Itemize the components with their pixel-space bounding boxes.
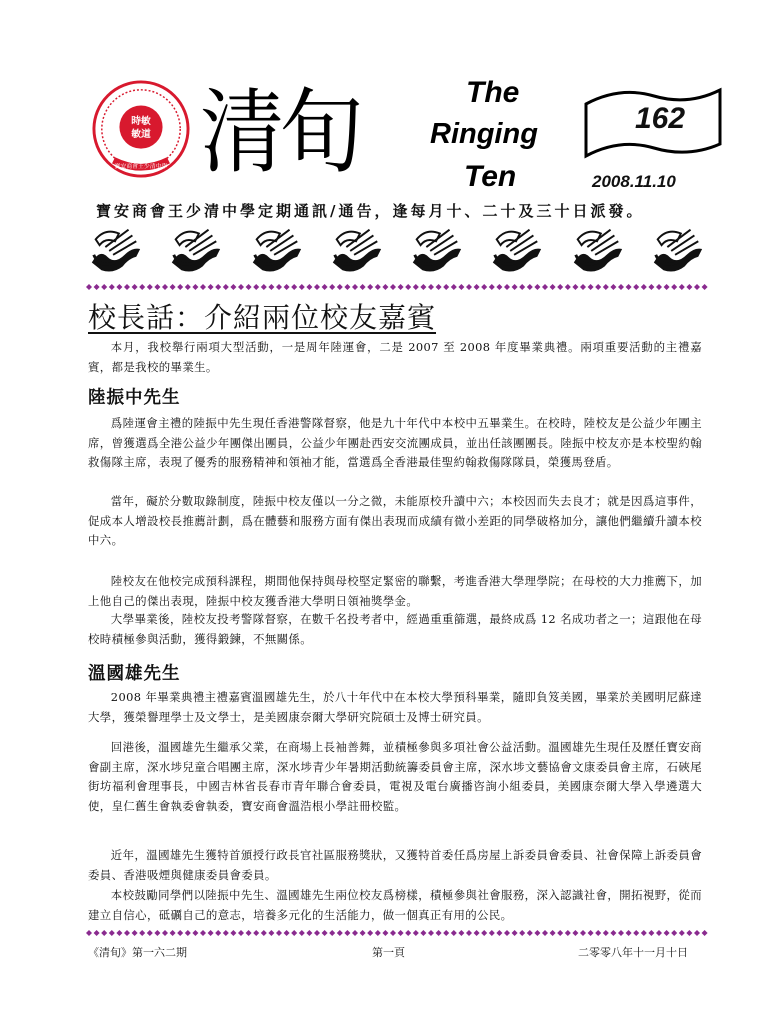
divider-dot	[101, 930, 107, 936]
bird-icon	[327, 220, 385, 278]
divider-dot	[504, 284, 510, 290]
divider-dot	[572, 930, 578, 936]
divider-dot	[344, 930, 350, 936]
wan-paragraph-4: 本校鼓勵同學們以陸振中先生、溫國雄先生兩位校友爲榜樣，積極參與社會服務，深入認識社會，開拓視野，從而建立自信心，砥礪自己的意志，培養多元化的生活能力，做一個真正有用的公民。	[88, 888, 702, 922]
divider-dot	[139, 930, 145, 936]
divider-dot	[648, 930, 654, 936]
divider-dot	[565, 930, 571, 936]
divider-dot	[633, 930, 639, 936]
divider-dot	[314, 930, 320, 936]
intro-paragraph: 本月，我校舉行兩項大型活動，一是周年陸運會，二是 2007 至 2008 年度畢業典禮。兩項重要活動的主禮嘉賓，都是我校的畢業生。	[88, 340, 702, 374]
divider-dot	[94, 284, 100, 290]
divider-dot	[192, 284, 198, 290]
divider-dot	[132, 284, 138, 290]
divider-dot	[200, 930, 206, 936]
divider-dot	[360, 930, 366, 936]
divider-dot	[489, 930, 495, 936]
masthead-en-the: The	[466, 76, 520, 109]
divider-dot	[405, 930, 411, 936]
divider-dot	[246, 284, 252, 290]
divider-dot	[603, 930, 609, 936]
school-logo	[92, 80, 190, 178]
divider-dot	[436, 284, 442, 290]
divider-dot	[185, 930, 191, 936]
divider-dot	[390, 930, 396, 936]
luk-paragraph-1: 爲陸運會主禮的陸振中先生現任香港警隊督察，他是九十年代中本校中五畢業生。在校時，陸校友是公益少年團主席，曾獲選爲全港公益少年團傑出團員，公益少年團赴西安交流團成員，並出任該團團長。陸振中校友亦是本校聖約翰救傷隊主席，表現了優秀的服務精神和領袖才能，當選爲全香港最佳聖約翰救傷隊隊員，榮獲馬登盾。	[88, 416, 702, 469]
divider-dot	[466, 930, 472, 936]
divider-dot	[405, 284, 411, 290]
divider-dot	[648, 284, 654, 290]
divider-dot	[481, 284, 487, 290]
divider-dot	[443, 284, 449, 290]
divider-dot	[618, 930, 624, 936]
divider-dot	[306, 284, 312, 290]
divider-dot	[398, 284, 404, 290]
divider-dot	[139, 284, 145, 290]
wan-paragraph-1: 2008 年畢業典禮主禮嘉賓溫國雄先生，於八十年代中在本校大學預科畢業，隨即負笈美國，畢業於美國明尼蘇達大學，獲榮譽理學士及文學士，是美國康奈爾大學研究院碩士及博士研究員。	[88, 690, 702, 724]
divider-dot	[238, 930, 244, 936]
divider-dot	[344, 284, 350, 290]
divider-dot	[291, 930, 297, 936]
divider-dot	[230, 930, 236, 936]
divider-dot	[664, 930, 670, 936]
bird-icon	[86, 220, 144, 278]
divider-dot	[413, 284, 419, 290]
divider-dot	[299, 284, 305, 290]
divider-dot	[367, 284, 373, 290]
divider-dot	[618, 284, 624, 290]
masthead-en-ten: Ten	[464, 160, 517, 193]
divider-dot	[641, 930, 647, 936]
divider-dot	[664, 284, 670, 290]
divider-dot	[398, 930, 404, 936]
divider-dot	[208, 930, 214, 936]
divider-dot	[610, 284, 616, 290]
divider-dot	[610, 930, 616, 936]
divider-dot	[268, 284, 274, 290]
divider-dot	[603, 284, 609, 290]
divider-dot	[504, 930, 510, 936]
divider-dot	[284, 930, 290, 936]
divider-dot	[154, 930, 160, 936]
divider-dot	[132, 930, 138, 936]
divider-dot	[671, 284, 677, 290]
bird-icon	[487, 220, 545, 278]
divider-dot	[489, 284, 495, 290]
divider-dot	[413, 930, 419, 936]
divider-dot	[534, 930, 540, 936]
divider-dot	[656, 284, 662, 290]
divider-dot	[375, 284, 381, 290]
divider-dot	[162, 930, 168, 936]
divider-dot	[192, 930, 198, 936]
divider-dot	[124, 930, 130, 936]
divider-dot	[474, 930, 480, 936]
divider-dot	[261, 930, 267, 936]
divider-dot	[124, 284, 130, 290]
divider-dot	[527, 930, 533, 936]
divider-dot	[177, 284, 183, 290]
divider-dot	[512, 930, 518, 936]
divider-dot	[116, 284, 122, 290]
divider-dot	[626, 284, 632, 290]
bird-icon	[648, 220, 706, 278]
wan-paragraph-3: 近年，溫國雄先生獲特首頒授行政長官社區服務獎狀，又獲特首委任爲房屋上訴委員會委員、社會保障上訴委員會委員、香港吸煙與健康委員會委員。	[88, 848, 702, 882]
masthead-en-ringing: Ringing	[430, 118, 538, 150]
divider-dot	[382, 930, 388, 936]
newsletter-subtitle: 寶安商會王少清中學定期通訊/通告，逢每月十、二十及三十日派發。	[96, 202, 645, 220]
divider-dot	[550, 284, 556, 290]
footer-issue: 《清旬》第一六二期	[88, 946, 187, 959]
divider-dot	[162, 284, 168, 290]
divider-dot	[565, 284, 571, 290]
divider-dot	[466, 284, 472, 290]
bird-icon	[166, 220, 224, 278]
divider-dot	[291, 284, 297, 290]
divider-dot	[679, 284, 685, 290]
divider-dot	[694, 284, 700, 290]
luk-paragraph-3: 陸校友在他校完成預科課程，期間他保持與母校堅定緊密的聯繫，考進香港大學理學院；在母校的大力推薦下，加上他自己的傑出表現，陸振中校友獲香港大學明日領袖獎學金。	[88, 574, 702, 608]
divider-dot	[109, 284, 115, 290]
divider-dot	[580, 284, 586, 290]
decorative-bird-row	[86, 220, 706, 280]
divider-dot	[223, 930, 229, 936]
divider-dot	[428, 930, 434, 936]
divider-dot	[246, 930, 252, 936]
divider-dot	[337, 284, 343, 290]
divider-dot	[436, 930, 442, 936]
divider-dot	[550, 930, 556, 936]
divider-dot	[306, 930, 312, 936]
divider-dot	[170, 930, 176, 936]
divider-dot	[382, 284, 388, 290]
divider-dot	[519, 284, 525, 290]
divider-dot	[451, 930, 457, 936]
dotted-divider-top	[86, 284, 708, 290]
divider-dot	[185, 284, 191, 290]
divider-dot	[238, 284, 244, 290]
divider-dot	[572, 284, 578, 290]
divider-dot	[451, 284, 457, 290]
divider-dot	[154, 284, 160, 290]
divider-dot	[580, 930, 586, 936]
divider-dot	[534, 284, 540, 290]
divider-dot	[512, 284, 518, 290]
divider-dot	[208, 284, 214, 290]
divider-dot	[322, 284, 328, 290]
divider-dot	[223, 284, 229, 290]
divider-dot	[443, 930, 449, 936]
footer-page: 第一頁	[372, 946, 405, 959]
divider-dot	[679, 930, 685, 936]
divider-dot	[147, 284, 153, 290]
divider-dot	[375, 930, 381, 936]
divider-dot	[474, 284, 480, 290]
divider-dot	[633, 284, 639, 290]
footer-date: 二零零八年十一月十日	[578, 946, 688, 959]
divider-dot	[702, 284, 708, 290]
divider-dot	[458, 284, 464, 290]
divider-dot	[299, 930, 305, 936]
luk-paragraph-4: 大學畢業後，陸校友投考警隊督察，在數千名投考者中，經過重重篩選，最終成爲 12 名成功者之一；這跟他在母校時積極參與活動，獲得鍛鍊，不無關係。	[88, 612, 702, 646]
divider-dot	[314, 284, 320, 290]
divider-dot	[352, 930, 358, 936]
divider-dot	[170, 284, 176, 290]
divider-dot	[557, 284, 563, 290]
divider-dot	[595, 284, 601, 290]
divider-dot	[360, 284, 366, 290]
divider-dot	[276, 930, 282, 936]
wan-paragraph-2: 回港後，溫國雄先生繼承父業，在商場上長袖善舞，並積極參與多項社會公益活動。溫國雄先生現任及歷任寶安商會副主席，深水埗兒童合唱團主席，深水埗青少年暑期活動統籌委員會主席，深水埗文藝協會文康委員會主席，石硤尾街坊福利會理事長，中國吉林省長春市青年聯合會委員，電視及電台廣播咨詢小組委員，美國康奈爾大學入學遴選大使，皇仁舊生會執委會執委，寶安商會溫浩根小學註冊校監。	[88, 740, 702, 813]
divider-dot	[268, 930, 274, 936]
divider-dot	[420, 284, 426, 290]
divider-dot	[94, 930, 100, 936]
divider-dot	[276, 284, 282, 290]
divider-dot	[215, 930, 221, 936]
divider-dot	[557, 930, 563, 936]
divider-dot	[458, 930, 464, 936]
divider-dot	[253, 284, 259, 290]
svg-text:時敏: 時敏	[131, 116, 151, 128]
divider-dot	[147, 930, 153, 936]
divider-dot	[116, 930, 122, 936]
divider-dot	[496, 284, 502, 290]
masthead-title-chinese: 清旬	[200, 79, 359, 186]
divider-dot	[329, 284, 335, 290]
divider-dot	[367, 930, 373, 936]
issue-date: 2008.11.10	[592, 172, 676, 191]
divider-dot	[253, 930, 259, 936]
divider-dot	[588, 284, 594, 290]
divider-dot	[656, 930, 662, 936]
issue-number: 162	[634, 102, 686, 135]
divider-dot	[641, 284, 647, 290]
divider-dot	[694, 930, 700, 936]
divider-dot	[101, 284, 107, 290]
bird-icon	[568, 220, 626, 278]
divider-dot	[109, 930, 115, 936]
divider-dot	[702, 930, 708, 936]
divider-dot	[230, 284, 236, 290]
divider-dot	[527, 284, 533, 290]
divider-dot	[519, 930, 525, 936]
article-title: 校長話：介紹兩位校友嘉賓	[88, 301, 437, 334]
svg-text:敏道: 敏道	[131, 128, 151, 140]
divider-dot	[86, 284, 92, 290]
dotted-divider-bottom	[86, 930, 708, 936]
divider-dot	[261, 284, 267, 290]
divider-dot	[177, 930, 183, 936]
divider-dot	[686, 930, 692, 936]
divider-dot	[588, 930, 594, 936]
section-heading-luk: 陸振中先生	[88, 388, 181, 408]
bird-icon	[407, 220, 465, 278]
divider-dot	[626, 930, 632, 936]
divider-dot	[428, 284, 434, 290]
divider-dot	[215, 284, 221, 290]
divider-dot	[542, 284, 548, 290]
divider-dot	[352, 284, 358, 290]
divider-dot	[200, 284, 206, 290]
divider-dot	[542, 930, 548, 936]
divider-dot	[686, 284, 692, 290]
divider-dot	[284, 284, 290, 290]
divider-dot	[390, 284, 396, 290]
divider-dot	[671, 930, 677, 936]
divider-dot	[322, 930, 328, 936]
divider-dot	[337, 930, 343, 936]
divider-dot	[595, 930, 601, 936]
divider-dot	[420, 930, 426, 936]
divider-dot	[86, 930, 92, 936]
divider-dot	[329, 930, 335, 936]
section-heading-wan: 溫國雄先生	[88, 664, 181, 684]
divider-dot	[496, 930, 502, 936]
divider-dot	[481, 930, 487, 936]
luk-paragraph-2: 當年，礙於分數取錄制度，陸振中校友僅以一分之微，未能原校升讀中六；本校因而失去良才；就是因爲這事件，促成本人增設校長推薦計劃，爲在體藝和服務方面有傑出表現而成績有微小差距的同學破格加分，讓他們繼續升讀本校中六。	[88, 494, 702, 547]
bird-icon	[247, 220, 305, 278]
svg-text:寶安商會王少清中學: 寶安商會王少清中學	[114, 164, 168, 171]
